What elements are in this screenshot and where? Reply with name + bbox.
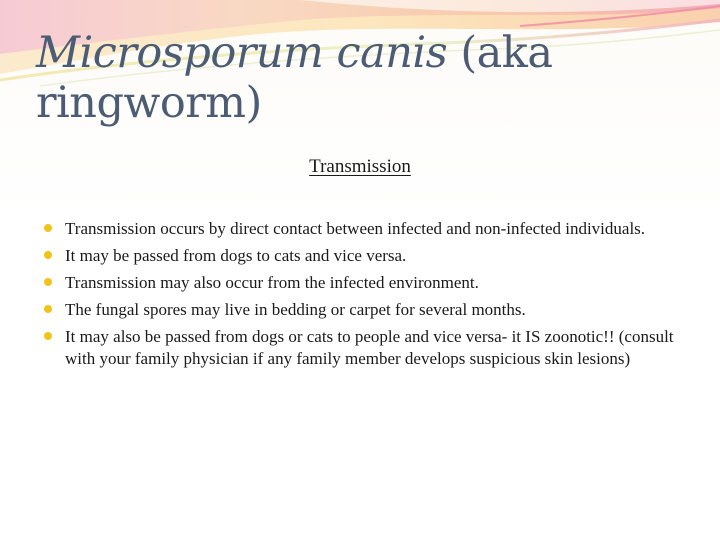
bullet-item <box>44 218 674 240</box>
title-species-name: Microsporum canis <box>36 28 448 78</box>
bullet-dot-icon <box>44 305 52 313</box>
section-subheading <box>0 156 720 178</box>
title-aka-text: (aka <box>447 28 553 78</box>
bullet-text: It may be passed from dogs to cats and vice versa. <box>65 246 407 265</box>
bullet-list <box>44 218 674 375</box>
bullet-dot-icon <box>44 332 52 340</box>
bullet-text: It may also be passed from dogs or cats to people and vice versa- it IS zoonotic!! (consult with your family physician if any family member develops suspicious skin lesions) <box>65 327 674 368</box>
bullet-item <box>44 326 674 370</box>
bullet-text: The fungal spores may live in bedding or carpet for several months. <box>65 300 526 319</box>
subheading-text: Transmission <box>309 156 411 177</box>
bullet-text: Transmission may also occur from the infected environment. <box>65 273 479 292</box>
bullet-text: Transmission occurs by direct contact between infected and non-infected individuals. <box>65 219 646 238</box>
bullet-dot-icon <box>44 251 52 259</box>
bullet-item <box>44 245 674 267</box>
bullet-dot-icon <box>44 224 52 232</box>
slide-title <box>36 28 676 128</box>
bullet-item <box>44 299 674 321</box>
bullet-item <box>44 272 674 294</box>
title-line-two: ringworm) <box>36 78 262 128</box>
bullet-dot-icon <box>44 278 52 286</box>
